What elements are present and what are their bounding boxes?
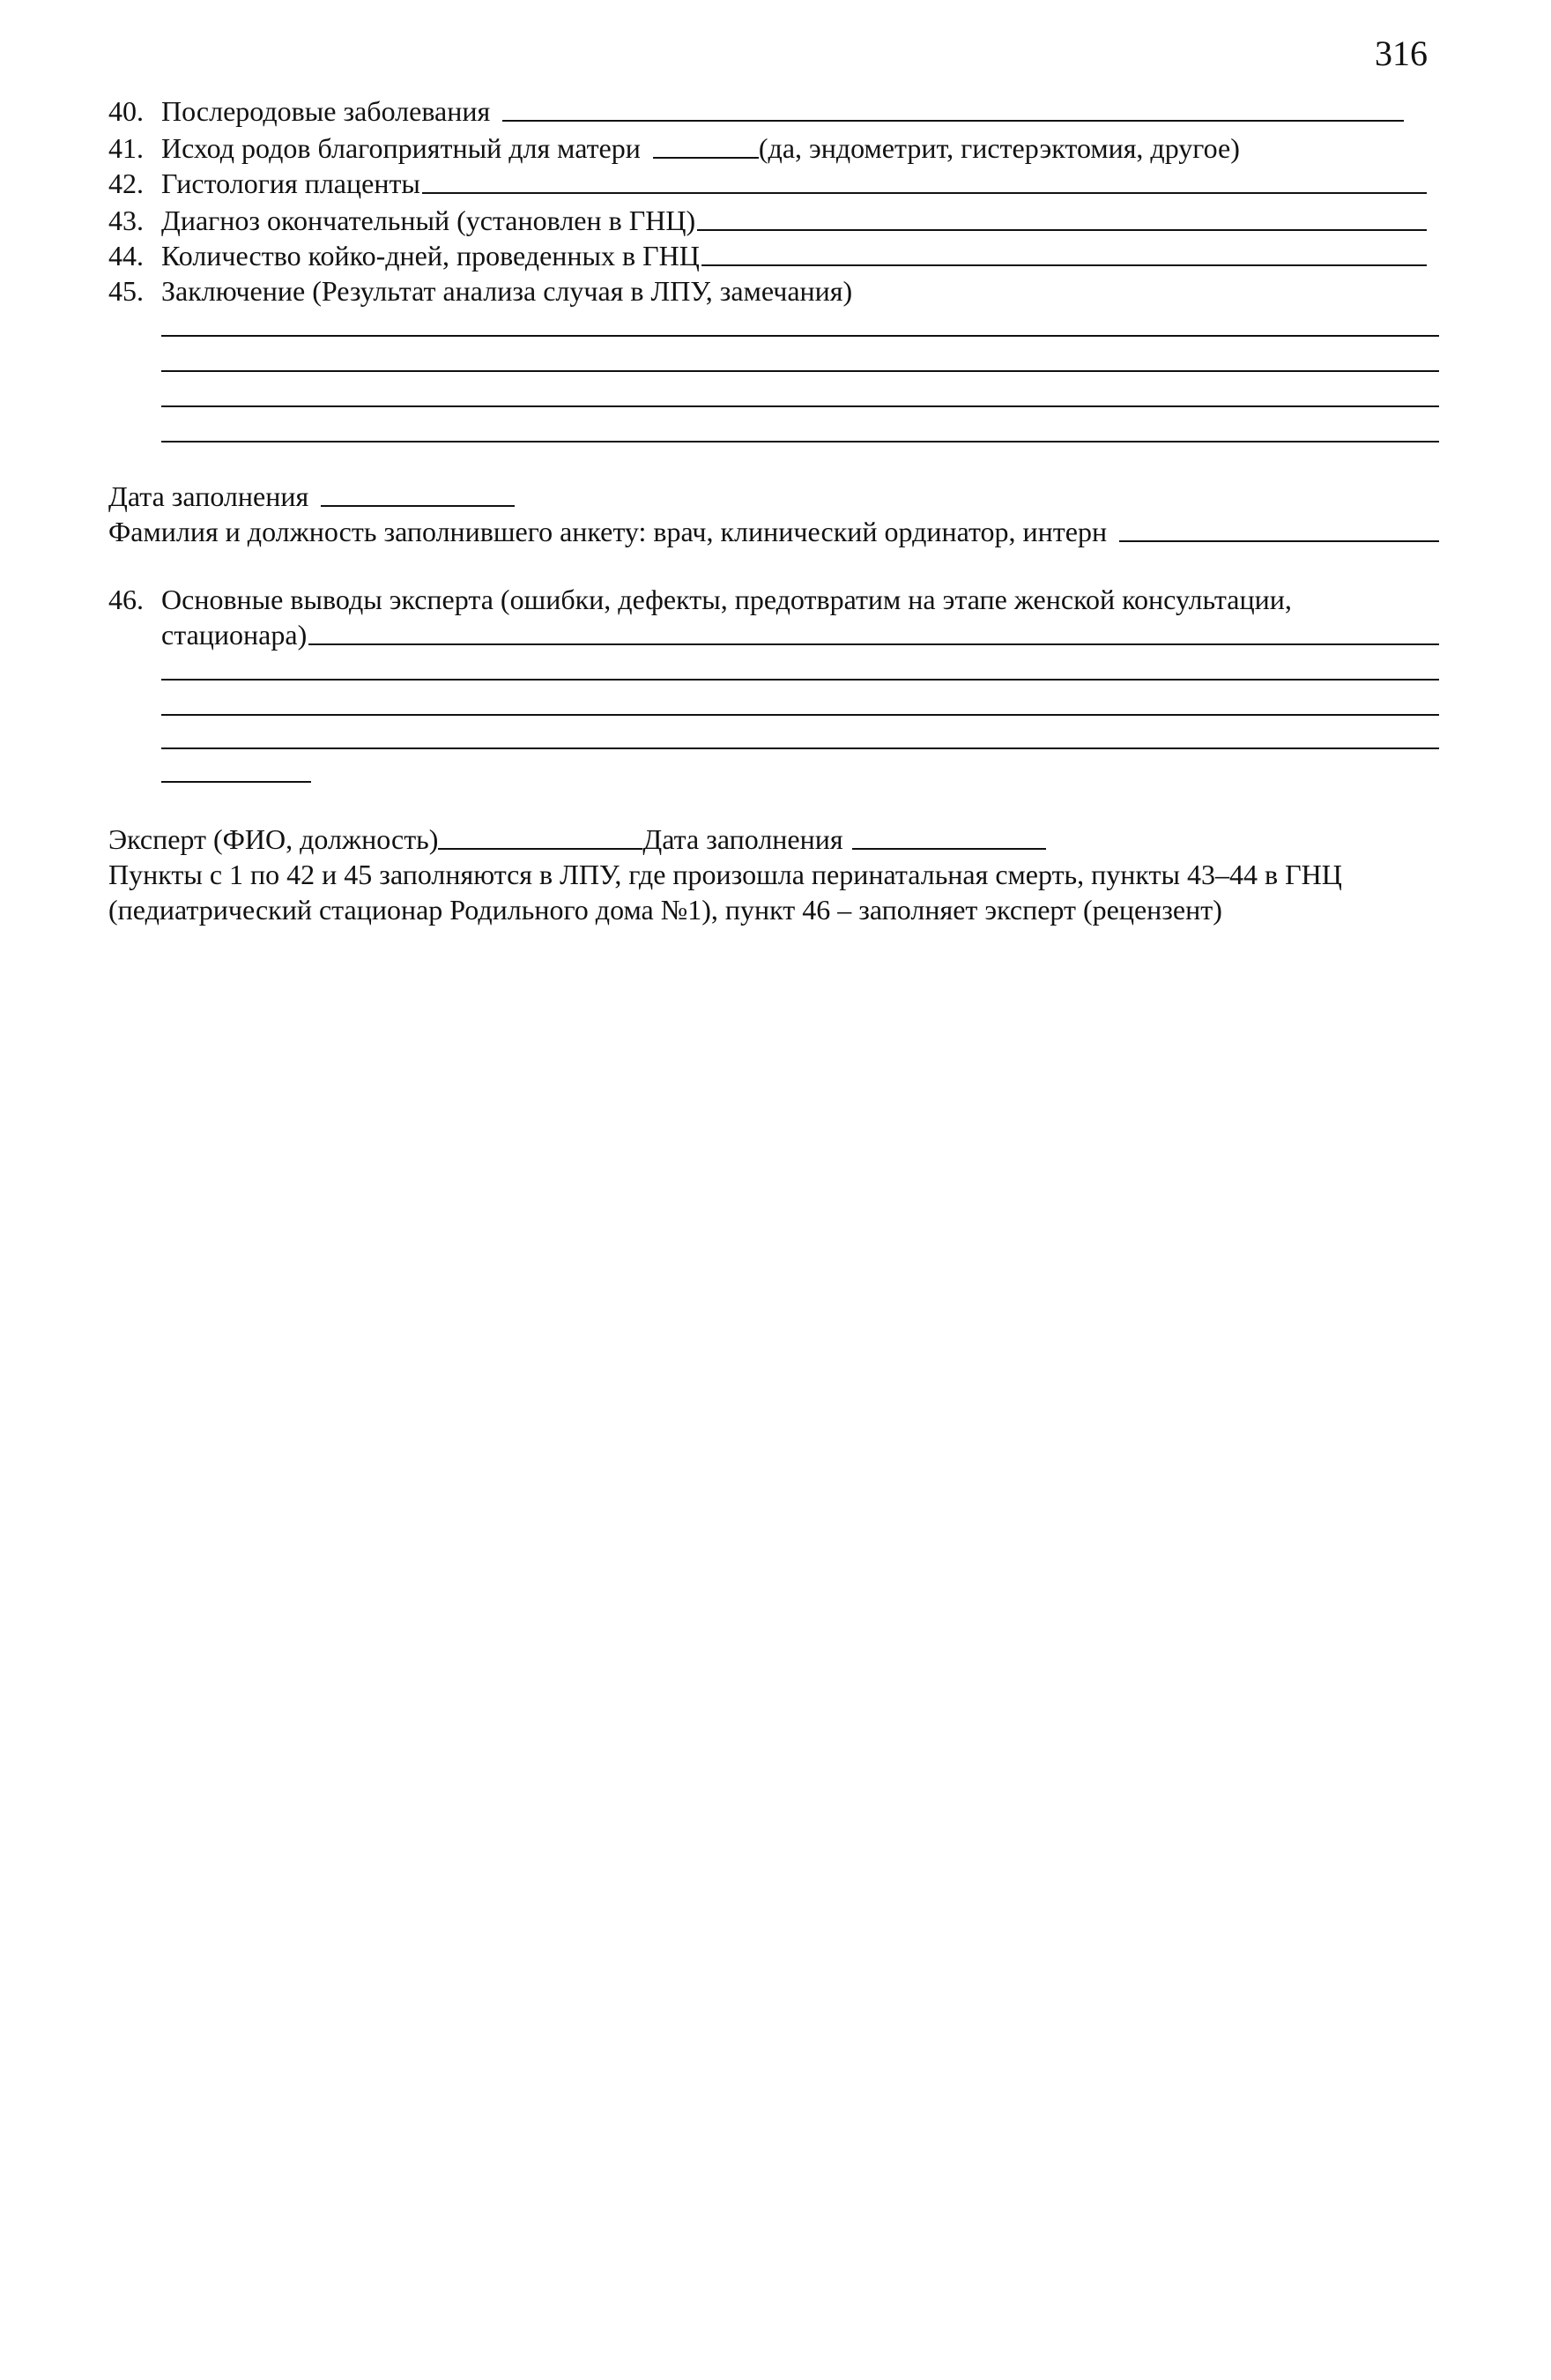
- conclusion-line-2[interactable]: [161, 370, 1439, 372]
- item-40: [108, 93, 1404, 129]
- conclusion-line-1[interactable]: [161, 335, 1439, 337]
- item-label: Гистология плаценты: [161, 167, 420, 199]
- expert-row: [108, 822, 1439, 857]
- item-44: [108, 238, 1427, 273]
- item-number: 45.: [108, 275, 144, 307]
- item-label: Основные выводы эксперта (ошибки, дефекты, предотвратим на этапе женской консультации,: [161, 584, 1292, 615]
- item-46: [108, 582, 1439, 617]
- item-label: Исход родов благоприятный для матери: [161, 132, 641, 164]
- item-label: Количество койко-дней, проведенных в ГНЦ: [161, 240, 700, 271]
- item-43: [108, 203, 1427, 238]
- item-number: 46.: [108, 584, 144, 615]
- note-line-2: (педиатрический стационар Родильного дома №1), пункт 46 – заполняет эксперт (рецензент): [108, 894, 1222, 926]
- fill-date-row: [108, 479, 1439, 514]
- fill-date-line[interactable]: [321, 505, 515, 507]
- conclusion-line-4[interactable]: [161, 441, 1439, 443]
- item-42: [108, 166, 1427, 201]
- answer-line[interactable]: [308, 643, 1439, 645]
- conclusion-line-3[interactable]: [161, 405, 1439, 407]
- answer-line[interactable]: [653, 157, 759, 159]
- item-label: Послеродовые заболевания: [161, 95, 491, 127]
- expert-conclusion-line-3[interactable]: [161, 747, 1439, 749]
- filler-name-row: [108, 514, 1439, 549]
- answer-line[interactable]: [502, 120, 1404, 122]
- expert-date-label: Дата заполнения: [642, 823, 843, 855]
- expert-name-line[interactable]: [438, 848, 642, 850]
- note-line-1: Пункты с 1 по 42 и 45 заполняются в ЛПУ, где произошла перинатальная смерть, пункты 43–44 в ГНЦ: [108, 859, 1342, 890]
- item-number: 44.: [108, 240, 144, 271]
- item-number: 41.: [108, 132, 144, 164]
- filler-name-line[interactable]: [1119, 540, 1439, 542]
- item-label: Диагноз окончательный (установлен в ГНЦ): [161, 205, 696, 236]
- expert-conclusion-line-2[interactable]: [161, 714, 1439, 716]
- item-45: [108, 273, 1439, 309]
- item-46-continuation: [161, 617, 1439, 652]
- item-label: Заключение (Результат анализа случая в ЛПУ, замечания): [161, 275, 853, 307]
- fill-date-label: Дата заполнения: [108, 480, 309, 512]
- item-number: 42.: [108, 167, 144, 199]
- item-number: 40.: [108, 95, 144, 127]
- filler-name-label: Фамилия и должность заполнившего анкету: врач, клинический ординатор, интерн: [108, 516, 1108, 547]
- answer-line[interactable]: [697, 229, 1427, 231]
- expert-conclusion-line-1[interactable]: [161, 679, 1439, 681]
- item-options: (да, эндометрит, гистерэктомия, другое): [758, 132, 1240, 164]
- expert-date-line[interactable]: [852, 848, 1046, 850]
- expert-conclusion-line-4[interactable]: [161, 781, 311, 783]
- item-41: [108, 130, 1439, 166]
- item-label-continuation: стационара): [161, 619, 308, 651]
- answer-line[interactable]: [701, 264, 1427, 266]
- answer-line[interactable]: [422, 192, 1427, 194]
- page-number: 316: [1375, 33, 1428, 73]
- item-number: 43.: [108, 205, 144, 236]
- expert-label: Эксперт (ФИО, должность): [108, 823, 439, 855]
